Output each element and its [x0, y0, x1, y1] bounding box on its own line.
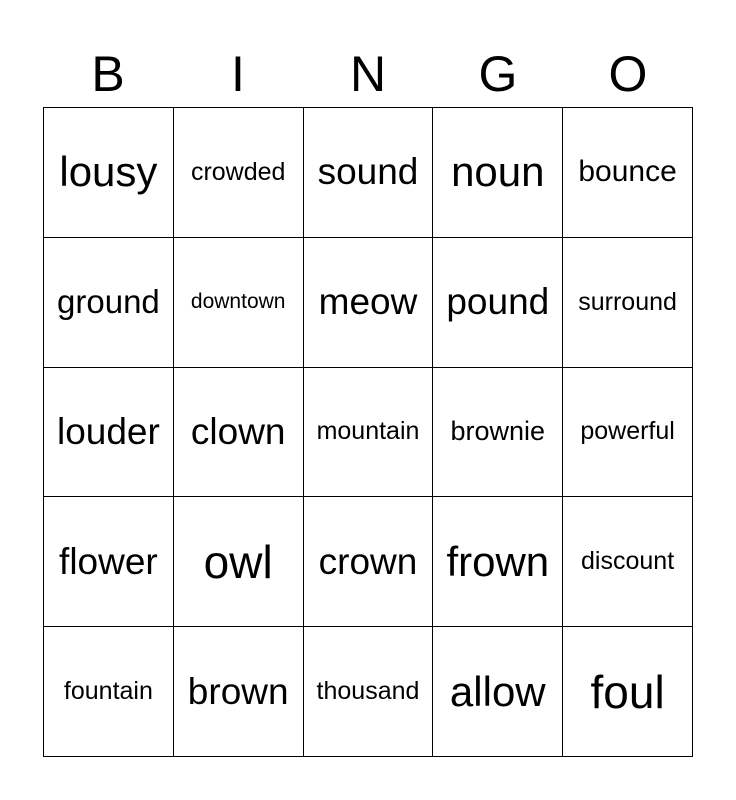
bingo-cell[interactable]: frown [433, 497, 563, 627]
bingo-header [43, 40, 693, 108]
bingo-cell[interactable]: brownie [433, 368, 563, 498]
bingo-cell[interactable]: fountain [44, 627, 174, 757]
bingo-cell[interactable]: clown [174, 368, 304, 498]
bingo-cell[interactable]: bounce [563, 108, 693, 238]
bingo-cell[interactable]: downtown [174, 238, 304, 368]
header-letter-n: N [349, 46, 387, 102]
bingo-cell[interactable]: meow [304, 238, 434, 368]
bingo-cell[interactable]: noun [433, 108, 563, 238]
bingo-cell[interactable]: louder [44, 368, 174, 498]
bingo-cell[interactable]: ground [44, 238, 174, 368]
bingo-cell[interactable]: thousand [304, 627, 434, 757]
bingo-cell[interactable]: allow [433, 627, 563, 757]
bingo-board [43, 107, 693, 757]
bingo-cell[interactable]: surround [563, 238, 693, 368]
header-letter-o: O [608, 46, 648, 102]
bingo-cell[interactable]: flower [44, 497, 174, 627]
bingo-cell[interactable]: mountain [304, 368, 434, 498]
bingo-cell[interactable]: lousy [44, 108, 174, 238]
bingo-cell[interactable]: owl [174, 497, 304, 627]
bingo-cell[interactable]: crown [304, 497, 434, 627]
header-letter-b: B [91, 46, 125, 102]
bingo-cell[interactable]: pound [433, 238, 563, 368]
header-letter-i: I [231, 46, 245, 102]
bingo-cell[interactable]: sound [304, 108, 434, 238]
bingo-cell[interactable]: brown [174, 627, 304, 757]
bingo-cell[interactable]: foul [563, 627, 693, 757]
bingo-cell[interactable]: discount [563, 497, 693, 627]
bingo-cell[interactable]: crowded [174, 108, 304, 238]
bingo-cell[interactable]: powerful [563, 368, 693, 498]
header-letter-g: G [478, 46, 518, 102]
